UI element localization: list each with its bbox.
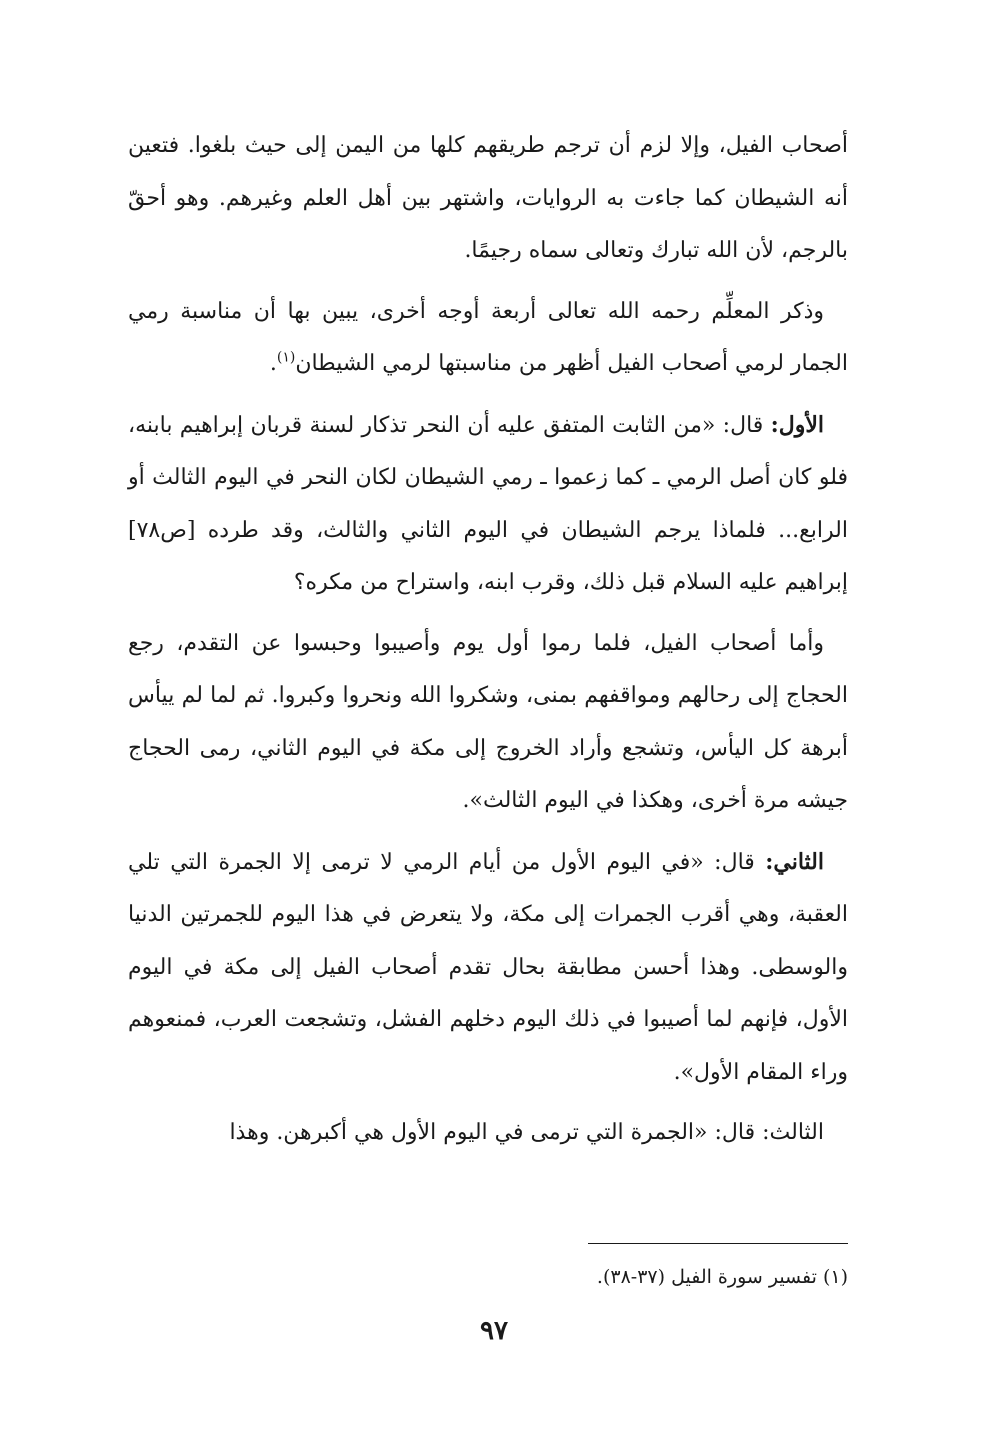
paragraph-lead: الأول: [770,411,824,438]
page-number: ٩٧ [480,1316,508,1346]
paragraph-5 [128,836,848,1100]
footnote: (١) تفسير سورة الفيل (٣٧-٣٨). [596,1266,848,1288]
paragraph-text: قال: «في اليوم الأول من أيام الرمي لا ترمى إلا الجمرة التي تلي العقبة، وهي أقرب الجمرات إلى مكة، ولا يتعرض في هذا اليوم للجمرتين الدنيا والوسطى. وهذا أحسن مطابقة بحال تقدم أصحاب الفيل إلى مكة في اليوم الأول، فإنهم لما أصيبوا في ذلك اليوم دخلهم الفشل، وتشجعت العرب، فمنعوهم وراء المقام الأول». [128,849,848,1085]
paragraph-2 [128,286,848,391]
paragraph-tail: . [269,351,277,376]
paragraph-1 [128,120,848,278]
footnote-reference[interactable]: (١) [276,349,296,366]
paragraph-3 [128,399,848,610]
paragraph-lead: الثاني: [765,848,824,875]
paragraph-text: أصحاب الفيل، وإلا لزم أن ترجم طريقهم كلها من اليمن إلى حيث بلغوا. فتعين أنه الشيطان كما جاءت به الروايات، واشتهر بين أهل العلم وغيرهم. وهو أحقّ بالرجم، لأن الله تبارك وتعالى سماه رجيمًا. [128,133,848,263]
paragraph-text: وذكر المعلِّم رحمه الله تعالى أربعة أوجه أخرى، يبين بها أن مناسبة رمي الجمار لرمي أصحاب الفيل أظهر من مناسبتها لرمي الشيطان [128,298,848,376]
paragraph-text: قال: «من الثابت المتفق عليه أن النحر تذكار لسنة قربان إبراهيم بابنه، فلو كان أصل الرمي ـ كما زعموا ـ رمي الشيطان لكان النحر في اليوم الثالث أو الرابع... فلماذا يرجم الشيطان في اليوم الثاني والثالث، وقد طرده [ص٧٨] إبراهيم عليه السلام قبل ذلك، وقرب ابنه، واستراح من مكره؟ [128,412,848,595]
paragraph-6 [128,1107,848,1160]
paragraph-4 [128,618,848,828]
main-text [128,120,848,1168]
paragraph-text: الثالث: قال: «الجمرة التي ترمى في اليوم الأول هي أكبرهن. وهذا [229,1120,824,1145]
footnote-separator [588,1243,848,1244]
paragraph-text: وأما أصحاب الفيل، فلما رموا أول يوم وأصيبوا وحبسوا عن التقدم، رجع الحجاج إلى رحالهم ومواقفهم بمنى، وشكروا الله ونحروا وكبروا. ثم لما لم ييأس أبرهة كل اليأس، وتشجع وأراد الخروج إلى مكة في اليوم الثاني، رمى الحجاج جيشه مرة أخرى، وهكذا في اليوم الثالث». [128,630,848,813]
